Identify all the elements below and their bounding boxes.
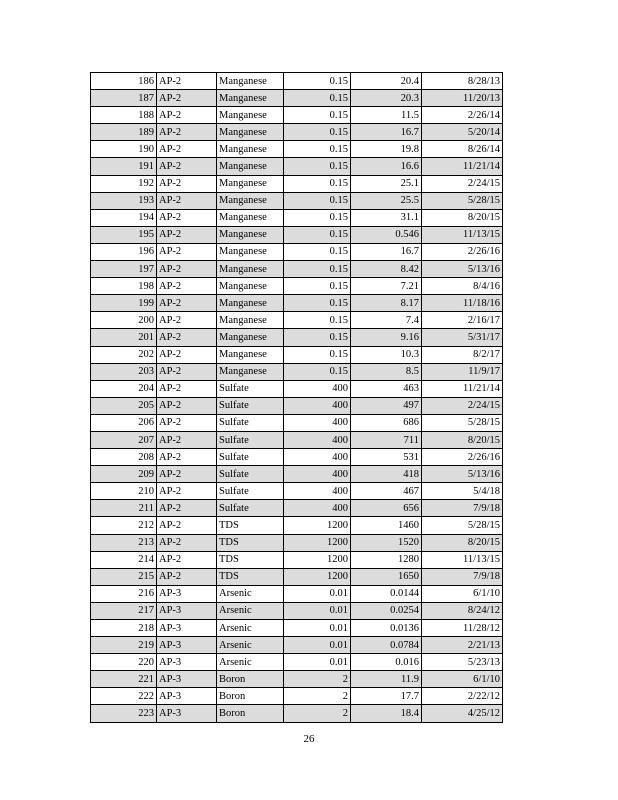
table-row bbox=[91, 654, 503, 671]
result-cell: 20.3 bbox=[351, 90, 422, 107]
result-cell: 8.17 bbox=[351, 295, 422, 312]
parameter-cell: Manganese bbox=[217, 243, 284, 260]
table-row bbox=[91, 637, 503, 654]
well-id-cell: AP-2 bbox=[157, 73, 217, 90]
table-row bbox=[91, 380, 503, 397]
well-id-cell: AP-2 bbox=[157, 431, 217, 448]
limit-cell: 0.15 bbox=[284, 107, 351, 124]
well-id-cell: AP-3 bbox=[157, 705, 217, 722]
limit-cell: 0.15 bbox=[284, 243, 351, 260]
row-index-cell: 193 bbox=[91, 192, 157, 209]
table-row bbox=[91, 243, 503, 260]
table-row bbox=[91, 278, 503, 295]
row-index-cell: 188 bbox=[91, 107, 157, 124]
row-index-cell: 199 bbox=[91, 295, 157, 312]
limit-cell: 0.15 bbox=[284, 192, 351, 209]
limit-cell: 0.15 bbox=[284, 141, 351, 158]
row-index-cell: 211 bbox=[91, 500, 157, 517]
limit-cell: 0.15 bbox=[284, 261, 351, 278]
row-index-cell: 187 bbox=[91, 90, 157, 107]
row-index-cell: 219 bbox=[91, 637, 157, 654]
parameter-cell: Sulfate bbox=[217, 431, 284, 448]
limit-cell: 0.01 bbox=[284, 654, 351, 671]
well-id-cell: AP-3 bbox=[157, 585, 217, 602]
row-index-cell: 214 bbox=[91, 551, 157, 568]
limit-cell: 0.15 bbox=[284, 209, 351, 226]
result-cell: 0.0144 bbox=[351, 585, 422, 602]
parameter-cell: TDS bbox=[217, 534, 284, 551]
well-id-cell: AP-2 bbox=[157, 261, 217, 278]
limit-cell: 0.15 bbox=[284, 329, 351, 346]
result-cell: 9.16 bbox=[351, 329, 422, 346]
result-cell: 17.7 bbox=[351, 688, 422, 705]
result-cell: 7.4 bbox=[351, 312, 422, 329]
limit-cell: 0.15 bbox=[284, 363, 351, 380]
well-id-cell: AP-2 bbox=[157, 397, 217, 414]
result-cell: 0.546 bbox=[351, 226, 422, 243]
well-id-cell: AP-3 bbox=[157, 637, 217, 654]
parameter-cell: TDS bbox=[217, 568, 284, 585]
result-cell: 1520 bbox=[351, 534, 422, 551]
sample-date-cell: 6/1/10 bbox=[422, 585, 503, 602]
table-row bbox=[91, 329, 503, 346]
result-cell: 7.21 bbox=[351, 278, 422, 295]
parameter-cell: TDS bbox=[217, 517, 284, 534]
limit-cell: 1200 bbox=[284, 568, 351, 585]
row-index-cell: 197 bbox=[91, 261, 157, 278]
well-id-cell: AP-3 bbox=[157, 602, 217, 619]
result-cell: 19.8 bbox=[351, 141, 422, 158]
well-id-cell: AP-2 bbox=[157, 414, 217, 431]
sample-date-cell: 2/16/17 bbox=[422, 312, 503, 329]
sample-date-cell: 5/28/15 bbox=[422, 517, 503, 534]
sample-date-cell: 11/13/15 bbox=[422, 226, 503, 243]
parameter-cell: Manganese bbox=[217, 90, 284, 107]
parameter-cell: Manganese bbox=[217, 261, 284, 278]
parameter-cell: Sulfate bbox=[217, 483, 284, 500]
limit-cell: 400 bbox=[284, 466, 351, 483]
table-row bbox=[91, 226, 503, 243]
result-cell: 31.1 bbox=[351, 209, 422, 226]
result-cell: 711 bbox=[351, 431, 422, 448]
limit-cell: 0.15 bbox=[284, 346, 351, 363]
limit-cell: 400 bbox=[284, 414, 351, 431]
limit-cell: 0.15 bbox=[284, 226, 351, 243]
table-row bbox=[91, 312, 503, 329]
sample-date-cell: 2/26/16 bbox=[422, 243, 503, 260]
row-index-cell: 205 bbox=[91, 397, 157, 414]
row-index-cell: 200 bbox=[91, 312, 157, 329]
limit-cell: 0.15 bbox=[284, 312, 351, 329]
well-id-cell: AP-2 bbox=[157, 466, 217, 483]
result-cell: 686 bbox=[351, 414, 422, 431]
result-cell: 531 bbox=[351, 449, 422, 466]
row-index-cell: 191 bbox=[91, 158, 157, 175]
row-index-cell: 186 bbox=[91, 73, 157, 90]
row-index-cell: 192 bbox=[91, 175, 157, 192]
row-index-cell: 201 bbox=[91, 329, 157, 346]
sample-date-cell: 5/23/13 bbox=[422, 654, 503, 671]
well-id-cell: AP-2 bbox=[157, 517, 217, 534]
well-id-cell: AP-2 bbox=[157, 107, 217, 124]
parameter-cell: Arsenic bbox=[217, 602, 284, 619]
parameter-cell: Boron bbox=[217, 688, 284, 705]
result-cell: 0.0136 bbox=[351, 620, 422, 637]
result-cell: 1460 bbox=[351, 517, 422, 534]
row-index-cell: 190 bbox=[91, 141, 157, 158]
row-index-cell: 213 bbox=[91, 534, 157, 551]
row-index-cell: 194 bbox=[91, 209, 157, 226]
sample-date-cell: 5/28/15 bbox=[422, 192, 503, 209]
parameter-cell: Arsenic bbox=[217, 654, 284, 671]
result-cell: 10.3 bbox=[351, 346, 422, 363]
well-id-cell: AP-2 bbox=[157, 312, 217, 329]
row-index-cell: 221 bbox=[91, 671, 157, 688]
exceedance-table bbox=[90, 72, 503, 723]
result-cell: 418 bbox=[351, 466, 422, 483]
limit-cell: 0.15 bbox=[284, 158, 351, 175]
limit-cell: 1200 bbox=[284, 534, 351, 551]
well-id-cell: AP-2 bbox=[157, 551, 217, 568]
table-row bbox=[91, 568, 503, 585]
table-row bbox=[91, 141, 503, 158]
well-id-cell: AP-2 bbox=[157, 483, 217, 500]
well-id-cell: AP-2 bbox=[157, 226, 217, 243]
sample-date-cell: 2/26/16 bbox=[422, 449, 503, 466]
well-id-cell: AP-2 bbox=[157, 141, 217, 158]
sample-date-cell: 11/21/14 bbox=[422, 158, 503, 175]
result-cell: 1280 bbox=[351, 551, 422, 568]
sample-date-cell: 7/9/18 bbox=[422, 500, 503, 517]
table-row bbox=[91, 90, 503, 107]
well-id-cell: AP-2 bbox=[157, 90, 217, 107]
table-row bbox=[91, 107, 503, 124]
sample-date-cell: 8/2/17 bbox=[422, 346, 503, 363]
limit-cell: 2 bbox=[284, 671, 351, 688]
row-index-cell: 207 bbox=[91, 431, 157, 448]
limit-cell: 2 bbox=[284, 705, 351, 722]
sample-date-cell: 5/4/18 bbox=[422, 483, 503, 500]
row-index-cell: 204 bbox=[91, 380, 157, 397]
table-row bbox=[91, 431, 503, 448]
table-row bbox=[91, 397, 503, 414]
result-cell: 656 bbox=[351, 500, 422, 517]
table-row bbox=[91, 209, 503, 226]
parameter-cell: Sulfate bbox=[217, 380, 284, 397]
limit-cell: 2 bbox=[284, 688, 351, 705]
well-id-cell: AP-2 bbox=[157, 449, 217, 466]
sample-date-cell: 5/20/14 bbox=[422, 124, 503, 141]
row-index-cell: 196 bbox=[91, 243, 157, 260]
sample-date-cell: 2/24/15 bbox=[422, 397, 503, 414]
row-index-cell: 212 bbox=[91, 517, 157, 534]
table-row bbox=[91, 346, 503, 363]
parameter-cell: Manganese bbox=[217, 329, 284, 346]
table-row bbox=[91, 602, 503, 619]
table-row bbox=[91, 414, 503, 431]
well-id-cell: AP-2 bbox=[157, 175, 217, 192]
row-index-cell: 202 bbox=[91, 346, 157, 363]
parameter-cell: Sulfate bbox=[217, 397, 284, 414]
sample-date-cell: 8/20/15 bbox=[422, 534, 503, 551]
sample-date-cell: 8/20/15 bbox=[422, 209, 503, 226]
result-cell: 1650 bbox=[351, 568, 422, 585]
sample-date-cell: 5/28/15 bbox=[422, 414, 503, 431]
result-cell: 0.016 bbox=[351, 654, 422, 671]
limit-cell: 0.15 bbox=[284, 278, 351, 295]
table-row bbox=[91, 449, 503, 466]
sample-date-cell: 11/20/13 bbox=[422, 90, 503, 107]
limit-cell: 400 bbox=[284, 483, 351, 500]
parameter-cell: Manganese bbox=[217, 141, 284, 158]
limit-cell: 400 bbox=[284, 431, 351, 448]
table-row bbox=[91, 671, 503, 688]
page-number: 26 bbox=[303, 733, 315, 745]
limit-cell: 0.15 bbox=[284, 295, 351, 312]
table-row bbox=[91, 295, 503, 312]
sample-date-cell: 5/13/16 bbox=[422, 261, 503, 278]
table-row bbox=[91, 158, 503, 175]
sample-date-cell: 2/21/13 bbox=[422, 637, 503, 654]
limit-cell: 1200 bbox=[284, 551, 351, 568]
parameter-cell: Arsenic bbox=[217, 637, 284, 654]
result-cell: 25.1 bbox=[351, 175, 422, 192]
table-row bbox=[91, 585, 503, 602]
table-row bbox=[91, 688, 503, 705]
row-index-cell: 206 bbox=[91, 414, 157, 431]
table-row bbox=[91, 534, 503, 551]
limit-cell: 1200 bbox=[284, 517, 351, 534]
limit-cell: 400 bbox=[284, 449, 351, 466]
limit-cell: 400 bbox=[284, 397, 351, 414]
limit-cell: 0.15 bbox=[284, 73, 351, 90]
row-index-cell: 218 bbox=[91, 620, 157, 637]
parameter-cell: Manganese bbox=[217, 295, 284, 312]
well-id-cell: AP-3 bbox=[157, 671, 217, 688]
table-row bbox=[91, 517, 503, 534]
table-body bbox=[91, 73, 503, 723]
limit-cell: 0.01 bbox=[284, 620, 351, 637]
well-id-cell: AP-2 bbox=[157, 500, 217, 517]
sample-date-cell: 5/13/16 bbox=[422, 466, 503, 483]
table-row bbox=[91, 620, 503, 637]
limit-cell: 0.01 bbox=[284, 602, 351, 619]
row-index-cell: 189 bbox=[91, 124, 157, 141]
row-index-cell: 222 bbox=[91, 688, 157, 705]
sample-date-cell: 8/26/14 bbox=[422, 141, 503, 158]
sample-date-cell: 8/20/15 bbox=[422, 431, 503, 448]
row-index-cell: 217 bbox=[91, 602, 157, 619]
parameter-cell: TDS bbox=[217, 551, 284, 568]
result-cell: 16.7 bbox=[351, 243, 422, 260]
result-cell: 0.0254 bbox=[351, 602, 422, 619]
well-id-cell: AP-3 bbox=[157, 654, 217, 671]
parameter-cell: Manganese bbox=[217, 312, 284, 329]
well-id-cell: AP-3 bbox=[157, 620, 217, 637]
well-id-cell: AP-2 bbox=[157, 346, 217, 363]
row-index-cell: 223 bbox=[91, 705, 157, 722]
result-cell: 467 bbox=[351, 483, 422, 500]
table-row bbox=[91, 175, 503, 192]
row-index-cell: 195 bbox=[91, 226, 157, 243]
sample-date-cell: 7/9/18 bbox=[422, 568, 503, 585]
parameter-cell: Manganese bbox=[217, 209, 284, 226]
sample-date-cell: 8/4/16 bbox=[422, 278, 503, 295]
well-id-cell: AP-2 bbox=[157, 158, 217, 175]
parameter-cell: Sulfate bbox=[217, 449, 284, 466]
table-row bbox=[91, 551, 503, 568]
parameter-cell: Boron bbox=[217, 705, 284, 722]
result-cell: 16.6 bbox=[351, 158, 422, 175]
well-id-cell: AP-2 bbox=[157, 295, 217, 312]
parameter-cell: Manganese bbox=[217, 278, 284, 295]
parameter-cell: Manganese bbox=[217, 346, 284, 363]
result-cell: 11.5 bbox=[351, 107, 422, 124]
parameter-cell: Arsenic bbox=[217, 585, 284, 602]
limit-cell: 400 bbox=[284, 500, 351, 517]
well-id-cell: AP-2 bbox=[157, 380, 217, 397]
limit-cell: 0.01 bbox=[284, 585, 351, 602]
row-index-cell: 220 bbox=[91, 654, 157, 671]
limit-cell: 0.01 bbox=[284, 637, 351, 654]
sample-date-cell: 11/9/17 bbox=[422, 363, 503, 380]
sample-date-cell: 11/28/12 bbox=[422, 620, 503, 637]
table-row bbox=[91, 483, 503, 500]
parameter-cell: Manganese bbox=[217, 107, 284, 124]
sample-date-cell: 4/25/12 bbox=[422, 705, 503, 722]
parameter-cell: Boron bbox=[217, 671, 284, 688]
row-index-cell: 210 bbox=[91, 483, 157, 500]
sample-date-cell: 11/18/16 bbox=[422, 295, 503, 312]
result-cell: 20.4 bbox=[351, 73, 422, 90]
row-index-cell: 216 bbox=[91, 585, 157, 602]
row-index-cell: 198 bbox=[91, 278, 157, 295]
table-row bbox=[91, 261, 503, 278]
table-row bbox=[91, 466, 503, 483]
well-id-cell: AP-2 bbox=[157, 124, 217, 141]
result-cell: 463 bbox=[351, 380, 422, 397]
well-id-cell: AP-2 bbox=[157, 568, 217, 585]
sample-date-cell: 5/31/17 bbox=[422, 329, 503, 346]
sample-date-cell: 2/26/14 bbox=[422, 107, 503, 124]
parameter-cell: Sulfate bbox=[217, 500, 284, 517]
table-row bbox=[91, 124, 503, 141]
limit-cell: 0.15 bbox=[284, 90, 351, 107]
parameter-cell: Sulfate bbox=[217, 414, 284, 431]
table-row bbox=[91, 363, 503, 380]
well-id-cell: AP-3 bbox=[157, 688, 217, 705]
sample-date-cell: 2/22/12 bbox=[422, 688, 503, 705]
table-row bbox=[91, 500, 503, 517]
sample-date-cell: 11/21/14 bbox=[422, 380, 503, 397]
limit-cell: 400 bbox=[284, 380, 351, 397]
parameter-cell: Manganese bbox=[217, 158, 284, 175]
well-id-cell: AP-2 bbox=[157, 363, 217, 380]
row-index-cell: 203 bbox=[91, 363, 157, 380]
row-index-cell: 215 bbox=[91, 568, 157, 585]
limit-cell: 0.15 bbox=[284, 175, 351, 192]
sample-date-cell: 8/28/13 bbox=[422, 73, 503, 90]
result-cell: 11.9 bbox=[351, 671, 422, 688]
well-id-cell: AP-2 bbox=[157, 329, 217, 346]
parameter-cell: Manganese bbox=[217, 73, 284, 90]
well-id-cell: AP-2 bbox=[157, 243, 217, 260]
parameter-cell: Manganese bbox=[217, 226, 284, 243]
table-row bbox=[91, 192, 503, 209]
row-index-cell: 209 bbox=[91, 466, 157, 483]
parameter-cell: Manganese bbox=[217, 175, 284, 192]
result-cell: 8.5 bbox=[351, 363, 422, 380]
parameter-cell: Manganese bbox=[217, 363, 284, 380]
parameter-cell: Manganese bbox=[217, 192, 284, 209]
result-cell: 497 bbox=[351, 397, 422, 414]
sample-date-cell: 8/24/12 bbox=[422, 602, 503, 619]
sample-date-cell: 2/24/15 bbox=[422, 175, 503, 192]
sample-date-cell: 6/1/10 bbox=[422, 671, 503, 688]
sample-date-cell: 11/13/15 bbox=[422, 551, 503, 568]
result-cell: 8.42 bbox=[351, 261, 422, 278]
result-cell: 25.5 bbox=[351, 192, 422, 209]
well-id-cell: AP-2 bbox=[157, 278, 217, 295]
well-id-cell: AP-2 bbox=[157, 192, 217, 209]
well-id-cell: AP-2 bbox=[157, 534, 217, 551]
result-cell: 0.0784 bbox=[351, 637, 422, 654]
result-cell: 16.7 bbox=[351, 124, 422, 141]
table-row bbox=[91, 705, 503, 722]
limit-cell: 0.15 bbox=[284, 124, 351, 141]
parameter-cell: Sulfate bbox=[217, 466, 284, 483]
result-cell: 18.4 bbox=[351, 705, 422, 722]
parameter-cell: Manganese bbox=[217, 124, 284, 141]
table-row bbox=[91, 73, 503, 90]
well-id-cell: AP-2 bbox=[157, 209, 217, 226]
parameter-cell: Arsenic bbox=[217, 620, 284, 637]
row-index-cell: 208 bbox=[91, 449, 157, 466]
